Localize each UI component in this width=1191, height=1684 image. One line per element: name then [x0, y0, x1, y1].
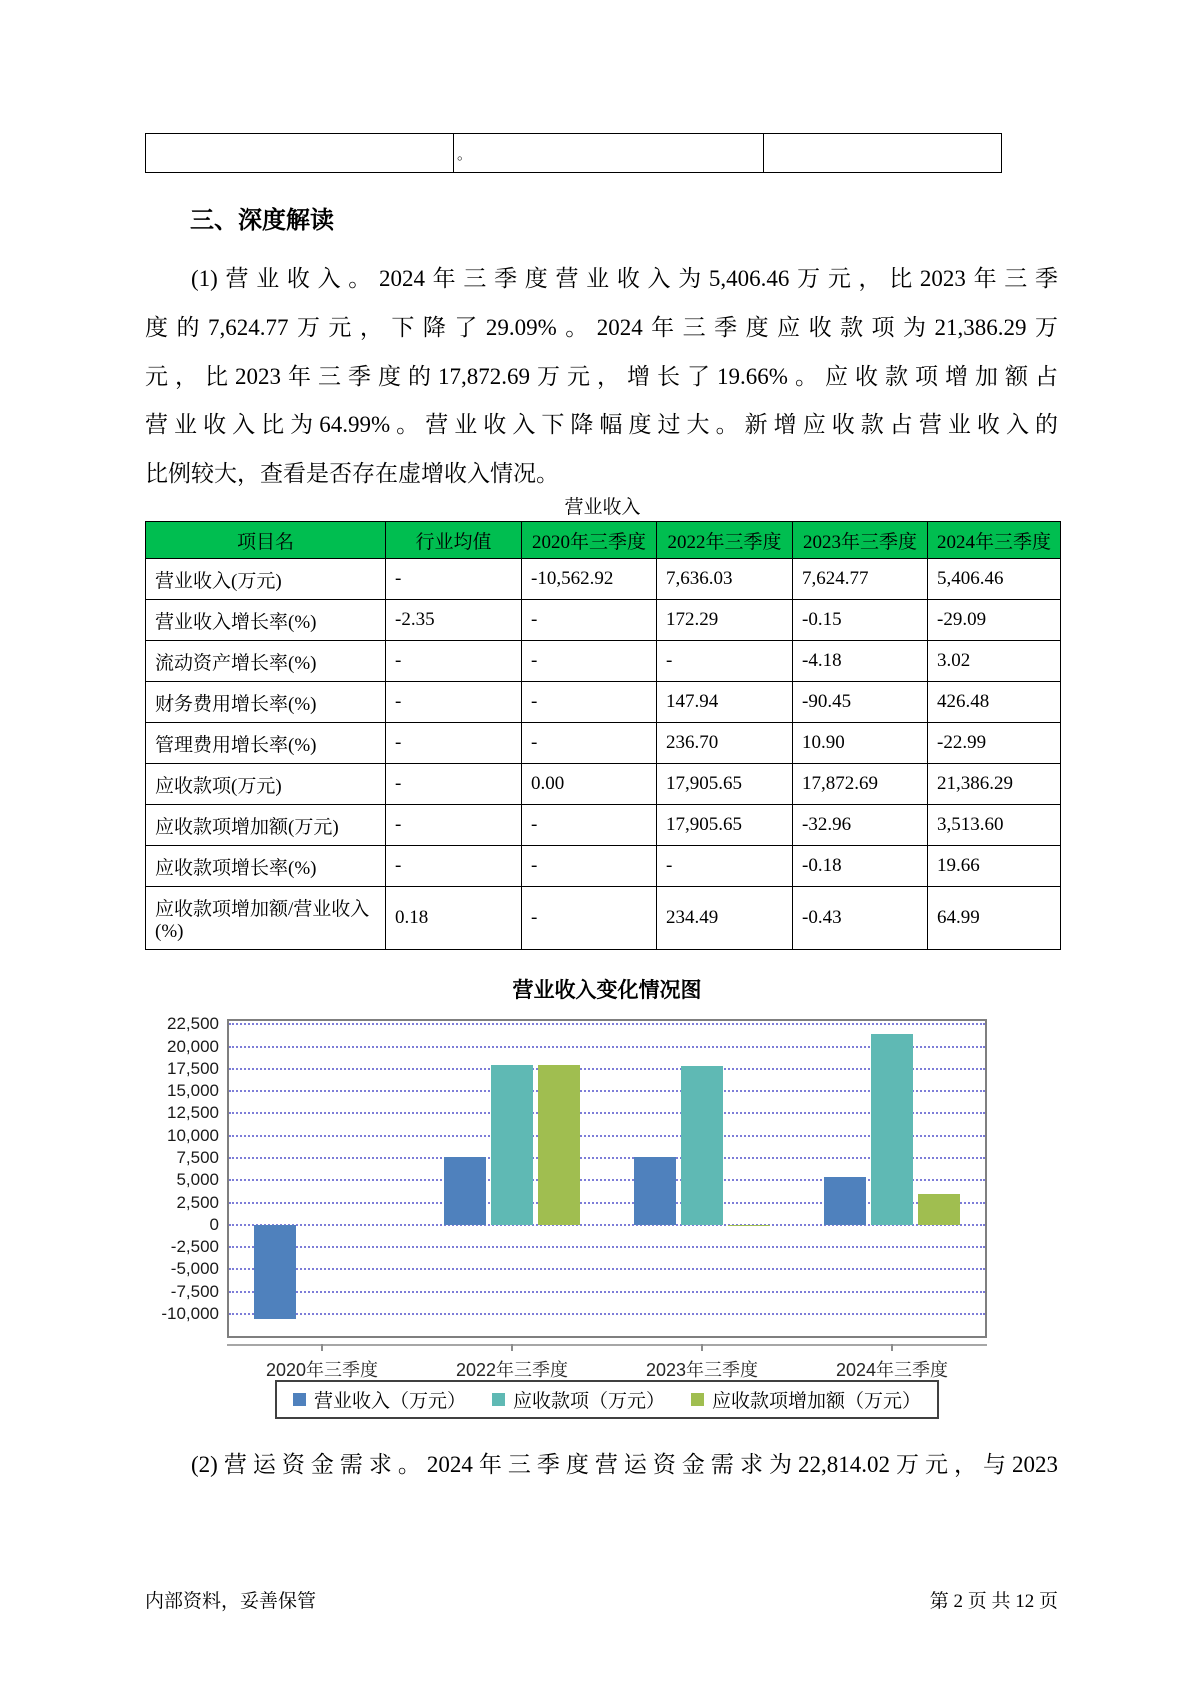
column-header: 行业均值 — [386, 522, 522, 559]
column-header: 项目名 — [146, 522, 386, 559]
value-cell: 21,386.29 — [928, 764, 1061, 805]
column-header: 2024年三季度 — [928, 522, 1061, 559]
bar — [824, 1177, 866, 1225]
paragraph-line: 比例较大，查看是否存在虚增收入情况。 — [145, 461, 559, 487]
value-cell: - — [657, 641, 793, 682]
y-axis-tick-label: 5,000 — [176, 1170, 219, 1190]
value-cell: 19.66 — [928, 846, 1061, 887]
value-cell: 7,624.77 — [793, 559, 928, 600]
value-cell: 3.02 — [928, 641, 1061, 682]
bar — [634, 1157, 676, 1225]
row-label-cell: 管理费用增长率(%) — [146, 723, 386, 764]
value-cell: 147.94 — [657, 682, 793, 723]
value-cell: - — [386, 846, 522, 887]
bar — [871, 1034, 913, 1225]
row-label-cell: 应收款项增加额(万元) — [146, 805, 386, 846]
value-cell: - — [386, 723, 522, 764]
value-cell: 17,872.69 — [793, 764, 928, 805]
value-cell: -0.18 — [793, 846, 928, 887]
value-cell: - — [522, 641, 657, 682]
value-cell: -22.99 — [928, 723, 1061, 764]
value-cell: - — [522, 723, 657, 764]
legend-item — [293, 1386, 466, 1413]
x-axis-tick — [321, 1344, 323, 1351]
x-axis-tick — [511, 1344, 513, 1351]
value-cell: 5,406.46 — [928, 559, 1061, 600]
bar — [681, 1066, 723, 1225]
y-gridline — [229, 1246, 985, 1248]
value-cell: - — [522, 805, 657, 846]
y-axis-tick-label: 0 — [209, 1214, 219, 1234]
value-cell: 426.48 — [928, 682, 1061, 723]
paragraph-line: 度的7,624.77万元，下降了29.09%。2024年三季度应收款项为21,386.29万 — [145, 314, 1058, 340]
footer-page-number: 第 2 页 共 12 页 — [929, 1591, 1058, 1612]
y-axis-tick-label: -10,000 — [161, 1303, 219, 1323]
y-axis-tick-label: 12,500 — [167, 1103, 219, 1123]
y-gridline — [229, 1268, 985, 1270]
legend-label: 应收款项增加额（万元） — [712, 1391, 922, 1412]
y-axis-tick-label: -5,000 — [170, 1259, 219, 1279]
top-table-cell: 。 — [454, 134, 764, 173]
value-cell: 10.90 — [793, 723, 928, 764]
row-label-cell: 流动资产增长率(%) — [146, 641, 386, 682]
value-cell: - — [386, 764, 522, 805]
bar — [918, 1194, 960, 1225]
x-axis-category-label: 2023年三季度 — [645, 1360, 759, 1380]
chart-legend — [227, 1380, 987, 1419]
value-cell: -0.43 — [793, 887, 928, 950]
section-heading: 三、深度解读 — [190, 207, 334, 234]
chart-title: 营业收入变化情况图 — [512, 979, 702, 1002]
value-cell: - — [386, 641, 522, 682]
y-axis-tick-label: 20,000 — [167, 1036, 219, 1056]
x-axis-category-label: 2024年三季度 — [835, 1360, 949, 1380]
legend-label: 应收款项（万元） — [512, 1391, 665, 1412]
value-cell: -10,562.92 — [522, 559, 657, 600]
value-cell: - — [522, 600, 657, 641]
bar — [254, 1225, 296, 1319]
value-cell: -29.09 — [928, 600, 1061, 641]
chart-legend-box — [275, 1380, 939, 1419]
bar — [444, 1157, 486, 1225]
row-label-cell: 财务费用增长率(%) — [146, 682, 386, 723]
value-cell: 3,513.60 — [928, 805, 1061, 846]
value-cell: 0.18 — [386, 887, 522, 950]
x-axis-line — [227, 1344, 987, 1346]
value-cell: - — [386, 682, 522, 723]
value-cell: 236.70 — [657, 723, 793, 764]
value-cell: 0.00 — [522, 764, 657, 805]
y-axis-tick-label: 2,500 — [176, 1192, 219, 1212]
value-cell: - — [386, 805, 522, 846]
x-axis-category-label: 2022年三季度 — [455, 1360, 569, 1380]
column-header: 2023年三季度 — [793, 522, 928, 559]
legend-swatch-icon — [492, 1393, 505, 1406]
value-cell: -32.96 — [793, 805, 928, 846]
table-title: 营业收入 — [564, 497, 641, 518]
value-cell: 7,636.03 — [657, 559, 793, 600]
y-axis-tick-label: 17,500 — [167, 1058, 219, 1078]
column-header: 2022年三季度 — [657, 522, 793, 559]
value-cell: 64.99 — [928, 887, 1061, 950]
y-axis-tick-label: -2,500 — [170, 1237, 219, 1257]
paragraph-line: 营业收入比为64.99%。营业收入下降幅度过大。新增应收款占营业收入的 — [145, 412, 1058, 438]
paragraph-line: 元，比2023年三季度的17,872.69万元，增长了19.66%。应收款项增加额占 — [145, 363, 1058, 389]
y-axis-tick-label: -7,500 — [170, 1281, 219, 1301]
x-axis-tick — [701, 1344, 703, 1351]
value-cell: 172.29 — [657, 600, 793, 641]
bar — [491, 1065, 533, 1225]
row-label-cell: 应收款项增长率(%) — [146, 846, 386, 887]
legend-item — [492, 1386, 665, 1413]
y-axis-tick-label: 7,500 — [176, 1148, 219, 1167]
value-cell: - — [386, 559, 522, 600]
row-label-cell: 应收款项(万元) — [146, 764, 386, 805]
row-label-cell: 营业收入增长率(%) — [146, 600, 386, 641]
value-cell: - — [522, 846, 657, 887]
value-cell: - — [657, 846, 793, 887]
y-gridline — [229, 1291, 985, 1293]
value-cell: - — [522, 682, 657, 723]
paragraph-line: (1)营业收入。2024年三季度营业收入为5,406.46万元，比2023年三季 — [191, 266, 1058, 291]
y-gridline — [229, 1313, 985, 1315]
value-cell: - — [522, 887, 657, 950]
row-label-cell: 营业收入(万元) — [146, 559, 386, 600]
value-cell: -4.18 — [793, 641, 928, 682]
y-gridline — [229, 1023, 985, 1025]
legend-item — [691, 1386, 921, 1413]
value-cell: 17,905.65 — [657, 764, 793, 805]
x-axis-category-label: 2020年三季度 — [265, 1360, 379, 1380]
legend-swatch-icon — [691, 1393, 704, 1406]
value-cell: 234.49 — [657, 887, 793, 950]
value-cell: -90.45 — [793, 682, 928, 723]
bar — [538, 1065, 580, 1225]
y-axis-tick-label: 10,000 — [167, 1125, 219, 1145]
row-label-cell: 应收款项增加额/营业收入(%) — [146, 887, 386, 950]
value-cell: -0.15 — [793, 600, 928, 641]
column-header: 2020年三季度 — [522, 522, 657, 559]
y-axis-tick-label: 22,500 — [167, 1014, 219, 1034]
value-cell: 17,905.65 — [657, 805, 793, 846]
legend-swatch-icon — [293, 1393, 306, 1406]
paragraph-working-capital: (2)营运资金需求。2024年三季度营运资金需求为22,814.02万元，与2023 — [191, 1452, 1058, 1477]
value-cell: -2.35 — [386, 600, 522, 641]
y-axis-tick-label: 15,000 — [167, 1081, 219, 1101]
page-footer — [145, 1586, 1058, 1613]
x-axis-tick — [891, 1344, 893, 1351]
legend-label: 营业收入（万元） — [313, 1391, 466, 1412]
footer-confidential-note: 内部资料，妥善保管 — [145, 1591, 317, 1612]
